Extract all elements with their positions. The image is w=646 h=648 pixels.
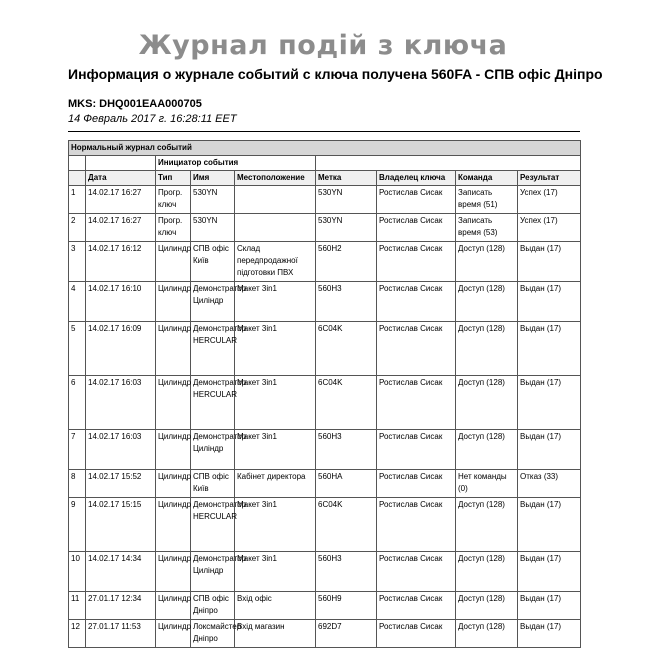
cell-location: Макет 3in1 xyxy=(235,552,316,592)
cell-command: Доступ (128) xyxy=(456,282,518,322)
table-row xyxy=(69,498,581,552)
col-location: Местоположение xyxy=(235,171,316,186)
cell-location: Вхід магазин xyxy=(235,620,316,648)
cell-date: 14.02.17 16:03 xyxy=(86,430,156,470)
cell-owner: Ростислав Сисак xyxy=(377,470,456,498)
cell-owner: Ростислав Сисак xyxy=(377,376,456,430)
cell-owner: Ростислав Сисак xyxy=(377,592,456,620)
cell-owner: Ростислав Сисак xyxy=(377,186,456,214)
cell-date: 14.02.17 15:52 xyxy=(86,470,156,498)
cell-command: Записать время (53) xyxy=(456,214,518,242)
cell-owner: Ростислав Сисак xyxy=(377,552,456,592)
cell-location: Вхід офіс xyxy=(235,592,316,620)
cell-type: Цилиндр xyxy=(156,282,191,322)
cell-result: Выдан (17) xyxy=(518,498,581,552)
col-type: Тип xyxy=(156,171,191,186)
cell-type: Цилиндр xyxy=(156,470,191,498)
cell-command: Доступ (128) xyxy=(456,242,518,282)
cell-owner: Ростислав Сисак xyxy=(377,242,456,282)
table-row xyxy=(69,322,581,376)
table-row xyxy=(69,242,581,282)
cell-result: Выдан (17) xyxy=(518,242,581,282)
cell-command: Доступ (128) xyxy=(456,430,518,470)
cell-date: 14.02.17 16:27 xyxy=(86,214,156,242)
cell-date: 14.02.17 16:12 xyxy=(86,242,156,282)
cell-tag: 692D7 xyxy=(316,620,377,648)
cell-result: Выдан (17) xyxy=(518,620,581,648)
cell-location xyxy=(235,186,316,214)
cell-tag: 560H3 xyxy=(316,430,377,470)
mks-id: MKS: DHQ001EAA000705 xyxy=(68,98,202,110)
cell-name: Демонстратор Циліндр xyxy=(191,430,235,470)
cell-tag: 530YN xyxy=(316,214,377,242)
cell-name: Демонстратор Циліндр xyxy=(191,552,235,592)
cell-date: 14.02.17 16:09 xyxy=(86,322,156,376)
table-row xyxy=(69,186,581,214)
table-row xyxy=(69,470,581,498)
cell-type: Цилиндр xyxy=(156,376,191,430)
cell-num: 8 xyxy=(69,470,86,498)
cell-command: Доступ (128) xyxy=(456,592,518,620)
cell-num: 1 xyxy=(69,186,86,214)
table-row xyxy=(69,214,581,242)
cell-date: 14.02.17 16:03 xyxy=(86,376,156,430)
cell-name: Демонстратор HERCULAR xyxy=(191,498,235,552)
cell-result: Выдан (17) xyxy=(518,322,581,376)
col-result: Результат xyxy=(518,171,581,186)
cell-location: Кабінет директора xyxy=(235,470,316,498)
divider xyxy=(68,131,580,132)
document-subtitle: Информация о журнале событий с ключа получена 560FA - СПВ офіс Дніпро xyxy=(68,66,603,82)
cell-type: Цилиндр xyxy=(156,430,191,470)
cell-tag: 560H3 xyxy=(316,282,377,322)
cell-date: 14.02.17 16:10 xyxy=(86,282,156,322)
cell-type: Цилиндр xyxy=(156,552,191,592)
table-row xyxy=(69,282,581,322)
cell-name: Демонстратор HERCULAR xyxy=(191,322,235,376)
cell-tag: 560HA xyxy=(316,470,377,498)
cell-result: Выдан (17) xyxy=(518,592,581,620)
cell-type: Цилиндр xyxy=(156,620,191,648)
cell-command: Доступ (128) xyxy=(456,620,518,648)
cell-num: 12 xyxy=(69,620,86,648)
cell-location: Макет 3in1 xyxy=(235,282,316,322)
cell-name: СПВ офіс Дніпро xyxy=(191,592,235,620)
cell-tag: 6C04K xyxy=(316,498,377,552)
cell-command: Доступ (128) xyxy=(456,322,518,376)
cell-num: 7 xyxy=(69,430,86,470)
cell-num: 2 xyxy=(69,214,86,242)
cell-type: Прогр. ключ xyxy=(156,186,191,214)
cell-tag: 6C04K xyxy=(316,376,377,430)
document-title: Журнал подій з ключа xyxy=(138,30,508,61)
cell-location: Макет 3in1 xyxy=(235,376,316,430)
cell-result: Успех (17) xyxy=(518,186,581,214)
group-spacer xyxy=(316,156,581,171)
cell-command: Доступ (128) xyxy=(456,552,518,592)
table-row xyxy=(69,620,581,648)
initiator-group-header: Инициатор события xyxy=(156,156,316,171)
cell-tag: 560H9 xyxy=(316,592,377,620)
cell-owner: Ростислав Сисак xyxy=(377,214,456,242)
cell-name: Демонстратор HERCULAR xyxy=(191,376,235,430)
table-row xyxy=(69,592,581,620)
cell-name: Локсмайстер Дніпро xyxy=(191,620,235,648)
table-row xyxy=(69,552,581,592)
table-row xyxy=(69,376,581,430)
col-num xyxy=(69,171,86,186)
cell-owner: Ростислав Сисак xyxy=(377,430,456,470)
cell-location: Склад передпродажної підготовки ПВХ xyxy=(235,242,316,282)
cell-tag: 560H2 xyxy=(316,242,377,282)
cell-type: Прогр. ключ xyxy=(156,214,191,242)
cell-name: СПВ офіс Київ xyxy=(191,470,235,498)
cell-result: Выдан (17) xyxy=(518,552,581,592)
cell-num: 5 xyxy=(69,322,86,376)
cell-tag: 560H3 xyxy=(316,552,377,592)
cell-location: Макет 3in1 xyxy=(235,430,316,470)
cell-name: 530YN xyxy=(191,214,235,242)
cell-name: 530YN xyxy=(191,186,235,214)
cell-command: Доступ (128) xyxy=(456,498,518,552)
event-log-body xyxy=(69,186,581,648)
cell-type: Цилиндр xyxy=(156,592,191,620)
cell-location xyxy=(235,214,316,242)
cell-owner: Ростислав Сисак xyxy=(377,498,456,552)
cell-owner: Ростислав Сисак xyxy=(377,322,456,376)
cell-num: 11 xyxy=(69,592,86,620)
cell-date: 27.01.17 12:34 xyxy=(86,592,156,620)
cell-result: Отказ (33) xyxy=(518,470,581,498)
cell-result: Выдан (17) xyxy=(518,376,581,430)
col-date: Дата xyxy=(86,171,156,186)
cell-owner: Ростислав Сисак xyxy=(377,620,456,648)
cell-num: 6 xyxy=(69,376,86,430)
cell-num: 4 xyxy=(69,282,86,322)
cell-location: Макет 3in1 xyxy=(235,322,316,376)
cell-date: 14.02.17 14:34 xyxy=(86,552,156,592)
group-spacer xyxy=(69,156,86,171)
cell-date: 14.02.17 15:15 xyxy=(86,498,156,552)
cell-location: Макет 3in1 xyxy=(235,498,316,552)
col-tag: Метка xyxy=(316,171,377,186)
cell-date: 27.01.17 11:53 xyxy=(86,620,156,648)
report-timestamp: 14 Февраль 2017 г. 16:28:11 EET xyxy=(68,113,237,125)
cell-command: Записать время (51) xyxy=(456,186,518,214)
cell-result: Выдан (17) xyxy=(518,430,581,470)
cell-num: 3 xyxy=(69,242,86,282)
cell-tag: 6C04K xyxy=(316,322,377,376)
cell-date: 14.02.17 16:27 xyxy=(86,186,156,214)
cell-result: Выдан (17) xyxy=(518,282,581,322)
cell-type: Цилиндр xyxy=(156,322,191,376)
section-title: Нормальный журнал событий xyxy=(69,141,581,156)
cell-num: 10 xyxy=(69,552,86,592)
cell-command: Доступ (128) xyxy=(456,376,518,430)
table-row xyxy=(69,430,581,470)
cell-name: СПВ офіс Київ xyxy=(191,242,235,282)
cell-type: Цилиндр xyxy=(156,242,191,282)
col-owner: Владелец ключа xyxy=(377,171,456,186)
cell-type: Цилиндр xyxy=(156,498,191,552)
cell-result: Успех (17) xyxy=(518,214,581,242)
cell-num: 9 xyxy=(69,498,86,552)
cell-name: Демонстратор Циліндр xyxy=(191,282,235,322)
cell-tag: 530YN xyxy=(316,186,377,214)
cell-command: Нет команды (0) xyxy=(456,470,518,498)
group-spacer xyxy=(86,156,156,171)
col-command: Команда xyxy=(456,171,518,186)
col-name: Имя xyxy=(191,171,235,186)
event-log-table xyxy=(68,140,581,648)
cell-owner: Ростислав Сисак xyxy=(377,282,456,322)
